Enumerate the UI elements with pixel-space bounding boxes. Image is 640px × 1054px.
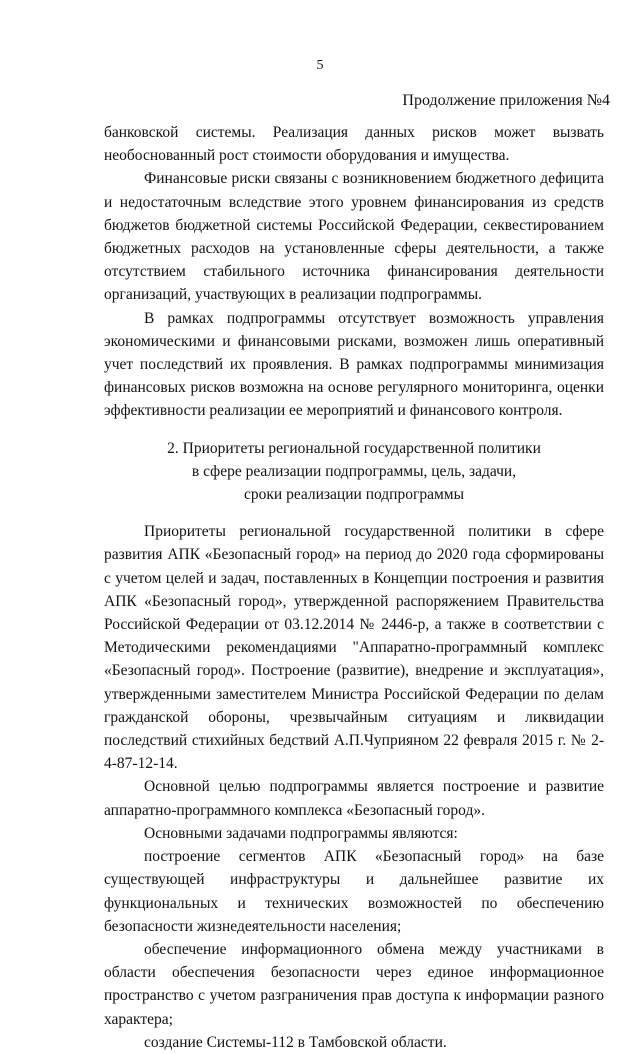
document-body bbox=[104, 121, 604, 1054]
heading-line-3: сроки реализации подпрограммы bbox=[243, 486, 464, 504]
heading-line-2: в сфере реализации подпрограммы, цель, задачи, bbox=[191, 462, 517, 480]
paragraph-tasks-intro: Основными задачами подпрограммы являются: bbox=[144, 824, 458, 842]
appendix-continuation-label: Продолжение приложения №4 bbox=[402, 92, 610, 109]
section-heading bbox=[104, 437, 604, 507]
page-number: 5 bbox=[316, 58, 324, 73]
paragraph-financial-risks: Финансовые риски связаны с возникновением бюджетного дефицита и недостаточным вследствие этого уровнем финансирования из средств бюджетов бюджетной системы Российской Федерации, секвестированием бюджетных расходов на установленные сферы деятельности, а также отсутствием стабильного источника финансирования деятельности организаций, участвующих в реализации подпрограммы. bbox=[104, 170, 604, 304]
paragraph-bank-risks: банковской системы. Реализация данных рисков может вызвать необоснованный рост стоимости оборудования и имущества. bbox=[104, 124, 604, 165]
paragraph-priorities: Приоритеты региональной государственной политики в сфере развития АПК «Безопасный город» на период до 2020 года сформированы с учетом целей и задач, поставленных в Концепции построения и развития АПК «Безопасный город», утвержденной распоряжением Правительства Российской Федерации от 03.12.2014 № 2446-р, а также в соответствии с Методическими рекомендациями "Аппаратно-программный комплекс «Безопасный город». Построение (развитие), внедрение и эксплуатация», утвержденными заместителем Министра Российской Федерации по делам гражданской обороны, чрезвычайным ситуациям и ликвидации последствий стихийных бедствий А.П.Чуприяном 22 февраля 2015 г. № 2-4-87-12-14. bbox=[104, 523, 604, 773]
paragraph-main-goal: Основной целью подпрограммы является построение и развитие аппаратно-программного комплекса «Безопасный город». bbox=[104, 778, 604, 819]
task-item-3: создание Системы-112 в Тамбовской области. bbox=[144, 1033, 447, 1051]
paragraph-risk-management: В рамках подпрограммы отсутствует возможность управления экономическими и финансовыми рисками, возможен лишь оперативный учет последствий их проявления. В рамках подпрограммы минимизация финансовых рисков возможна на основе регулярного мониторинга, оценки эффективности реализации ее мероприятий и финансового контроля. bbox=[104, 309, 604, 420]
task-item-2: обеспечение информационного обмена между участниками в области обеспечения безопасности через единое информационное пространство с учетом разграничения прав доступа к информации разного характера; bbox=[104, 940, 604, 1028]
heading-line-1: 2. Приоритеты региональной государственной политики bbox=[167, 439, 541, 457]
task-item-1: построение сегментов АПК «Безопасный город» на базе существующей инфраструктуры и дальнейшее развитие их функциональных и технических возможностей по обеспечению безопасности жизнедеятельности населения; bbox=[104, 848, 604, 935]
